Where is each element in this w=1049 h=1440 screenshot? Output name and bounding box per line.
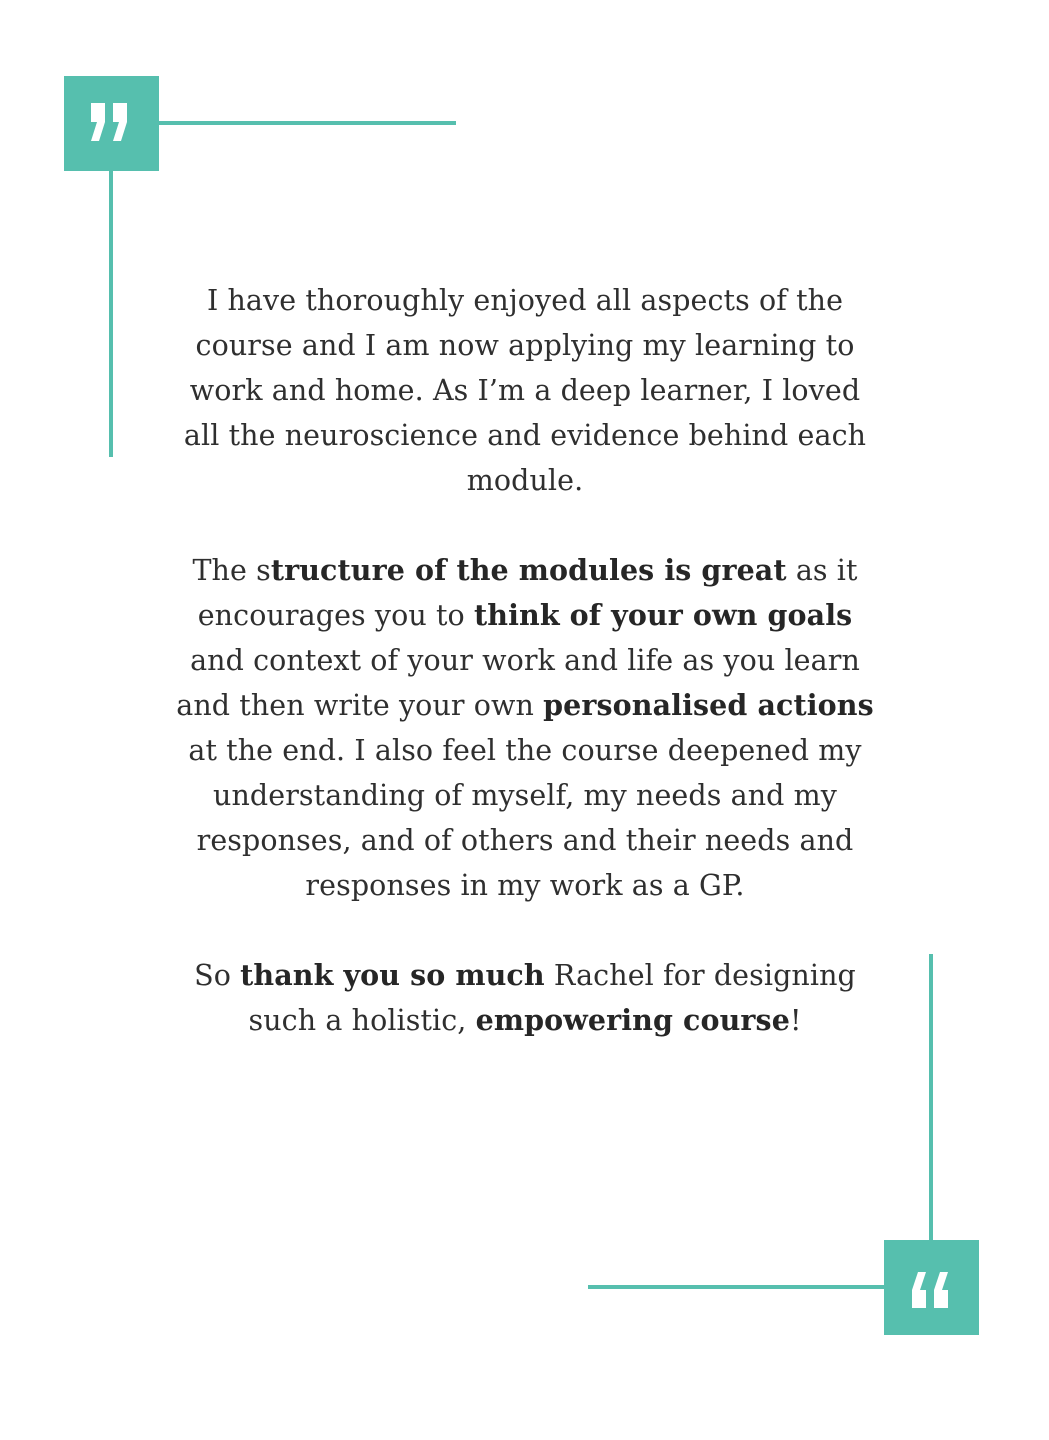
paragraph-2-text-2: as it encourages you to [197, 554, 858, 632]
paragraph-2-text-1: The s [192, 554, 271, 587]
quote-open-icon [64, 76, 159, 171]
paragraph-3-text-3: ! [789, 1004, 802, 1037]
quote-open-box [64, 76, 159, 171]
paragraph-1-text: I have thoroughly enjoyed all aspects of the course and I am now applying my learning to work and home. As I’m a deep learner, I loved all the neuroscience and evidence behind each module. [183, 284, 867, 497]
testimonial-paragraph-2 [175, 548, 875, 908]
quote-close-box [884, 1240, 979, 1335]
paragraph-3-bold-2: empowering course [475, 1003, 790, 1037]
testimonial-text [175, 278, 875, 1043]
paragraph-2-bold-1: tructure of the modules is great [270, 553, 787, 587]
paragraph-3-text-1: So [194, 959, 241, 992]
top-vertical-rule [109, 171, 113, 457]
paragraph-2-text-4: at the end. I also feel the course deepened my understanding of myself, my needs and my responses, and of others and their needs and responses in my work as a GP. [188, 734, 862, 902]
bottom-vertical-rule [929, 954, 933, 1240]
paragraph-2-bold-3: personalised actions [543, 688, 874, 722]
paragraph-2-bold-2: think of your own goals [473, 598, 853, 632]
paragraph-3-text-2: Rachel for designing such a holistic, [248, 959, 856, 1037]
quote-close-icon [884, 1240, 979, 1335]
top-horizontal-rule [159, 121, 456, 125]
paragraph-2-text-3: and context of your work and life as you learn and then write your own [176, 644, 860, 722]
testimonial-paragraph-3 [175, 953, 875, 1043]
paragraph-3-bold-1: thank you so much [240, 958, 545, 992]
bottom-horizontal-rule [588, 1285, 884, 1289]
testimonial-paragraph-1 [175, 278, 875, 503]
